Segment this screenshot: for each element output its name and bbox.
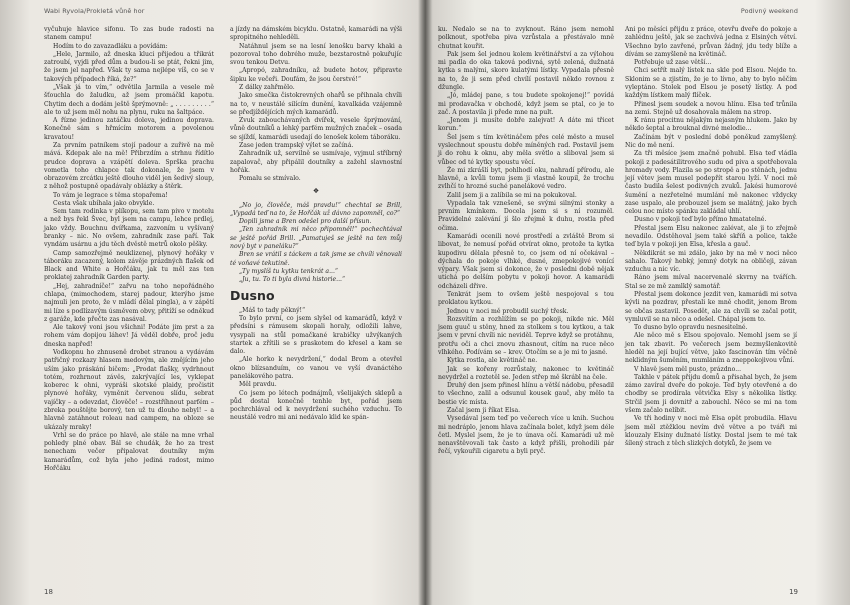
paragraph: Pomalu se stmívalo. (239, 175, 301, 183)
left-column-2-bottom-text (230, 307, 402, 423)
paragraph: Druhý den jsem přinesl hlínu a větší nádobu, přesadil to všechno, zalil a odsunul kousek gauč, aby mělo ta bestie víc místa. (438, 382, 614, 406)
paragraph: Z dálky zahřmělo. (239, 83, 295, 91)
paragraph: Ale něco mě s Elsou spojovalo. Nemohl jsem se jí jen tak zbavit. Po večerech jsem bezmyšlenkovitě hleděl na její bující větve, jako fascinován tím věčně neklidným šuměním, mumláním a zneppokojivou vůní. (625, 332, 797, 365)
dialogue-italic-block (230, 202, 402, 285)
right-page (425, 0, 850, 605)
paragraph: To vám je legrace s těma stopařema! (53, 191, 168, 199)
paragraph: „Apropó, zahradníku, až budete hotov, připravte šipku ke večeři. Doufám, že jsou čerstvé!“ (230, 67, 402, 83)
right-column-1 (438, 26, 614, 457)
paragraph: Co jsem po létech podnájmů, všelijakých sklepů a půd dostal konečně tenhle byt, pořád jsem pochrchlával od k nevydržení suchého vzduchu. To neustálé vedro mi ani nedávalo klid ke spán- (230, 389, 402, 422)
paragraph: „Jenom ji musíte dobře zalejvat! A dáte mi třicet korun.“ (438, 117, 614, 133)
paragraph: Zvuk zabouchávaných dvířek, vesele šprýmování, vůně doutníků a lehký parfém mužných značek – osada se sjíždí, kamarádi usedají do lenošek kolem táboráku. (230, 117, 402, 141)
paragraph: a jízdy na dámském bicyklu. Ostatně, kamarádi na výši spropitného nehleděli. (230, 26, 402, 42)
paragraph: Ani po měsíci přijdu z práce, otevřu dveře do pokoje a zahlédnu ještě, jak se zachvívá jedna z Elsiných větví. Všechno bylo zavřené, průvan žádný, jdu tedy blíže a dívám se zamyšleně na květináč. (625, 26, 797, 58)
paragraph: vyčuhuje hlavice sifonu. To zas bude radosti na stanem campu! (44, 26, 214, 42)
paragraph: Ale takový voni jsou všichni! Podáte jim prst a za rohem vám dopijou láhev! Já věděl dobře, proč jedu dneska napřed! (44, 324, 214, 348)
paragraph: Vrhl se do práce po hlavě, ale stále na mne vrhal pohledy plné obav. Bál se chudák, že ho za trest nenecham večer připalovat doutníky mým kamarádům, což byla jeho jediná radost, mimo Hořčáku (44, 431, 214, 472)
paragraph: To dusno bylo opravdu nesnesitelné. (634, 324, 748, 332)
paragraph: Někdikrát se mi zdálo, jako by na mě v noci něco sahalo. Takový hebký, jemný dotyk na obličeji, závan vzduchu a nic víc. (625, 249, 797, 274)
paragraph: Začínám být v poslední době poněkud zamyšlený. Nic do mě není. (625, 133, 797, 149)
paragraph: „Hej, zahradníče!“ zařvu na toho nepořádného chlapa, (mimochodem, starej padour, kterýho jsme najmuli jen proto, že v mládí dělal pingla), a v zápětí mi líze s podlízavým úsměvem obvy, přitíží se odněkud z garáže, kde přečte zas nasával. (44, 282, 214, 323)
paragraph: Ráno jsem míval nacervenalé skvrny na tvářích. Stal se ze mě zamlklý samotář. (625, 274, 797, 290)
paragraph: Zase jeden trampský výlet se začíná. (239, 141, 354, 149)
running-head-left: Wabi Ryvola/Prokletá vůně hor (44, 7, 145, 15)
paragraph: Rozsvítím a rozhlížím se po pokoji, nikde nic. Měl jsem guuč u stěny, hned za stolkem s tou kytkou, a tak jsem v první chvíli nic neviděl. Teprve když se protáhnu, protřu oči a chci znovu zhasnout, cítím na ruce něco vlhkého. Podívám se – krev. Otočím se a je mi to jasné. (438, 315, 614, 356)
paragraph: Natáhnul jsem se na lesní lenošku barvy khaki a pozoroval toho dobrého muže, bezstarostně pokuřujíc svou tenkou Detvu. (230, 42, 402, 67)
running-head-right: Podivný weekend (740, 7, 798, 15)
paragraph: Jako smečka čistokrevných ohařů se přihnala chvíli na to, v neustálé silícím dunění, kavalkáda vzájemně se předjíždějících mých kamarádů. (230, 92, 402, 116)
right-column-2 (625, 26, 797, 448)
paragraph: Jak se kořeny rozrůstaly, nakonec to květináč nevydržel a roztetěl se. Jeden střep mě škrábl na čele. (438, 365, 614, 381)
paragraph: A řízne jedinou zatáčku doleva, jedinou doprava. Konečně sám s hřmícím motorem a povolenou kravatou! (44, 117, 214, 141)
left-column-2-top-text (230, 26, 402, 183)
paragraph: „Hele, Jarmilo, až dneska kluci přijedou a třikrát zatroubí, vyjdi před dům a budou-li se ptát, řekni jim, že jsem jel napřed. Však ty sama nejlépe víš, co se v takových případech říká, že?“ (44, 50, 214, 83)
paragraph: Zalil jsem ji a zalíbila se mi na pokukoval. (447, 191, 577, 199)
paragraph: „No jo, člověče, máš pravdu!“ chechtal se Brill, „Vypadá teď na to, že Hořčák už dávno zapomněl, co?“ (230, 201, 402, 217)
paragraph: Takhle v pátek přijdu domů a přisahal bych, že jsem zámo zavíral dveře do pokoje. Teď byly otevřené a do chodby se prodírala větvička Elsy s několika lístky. Strčil jsem ji dovnitř a zabouchl. Něco se mi na tom všem začalo nelíbit. (625, 373, 797, 414)
paragraph: Vysedával jsem teď po večerech více u knih. Suchou mi nedráplo, jenom hlava začínala bolet, když jsem déle četl. Myslel jsem, že je to únava očí. Kamarádi už mě nenavštěvovali tak často a když přišli, prohodili pár řečí, vykouřili cigaretu a byli pryč. (438, 415, 614, 456)
paragraph: Vypadala tak vznešeně, se svými silnými stonky a prvním kmínkem. Docela jsem si s ní rozuměl. Pravidelné zalévání jí šlo zřejmě k duhu, rostla před očima. (438, 199, 614, 232)
paragraph: „Ty myslíš tu kytku tenkrát a...“ (239, 267, 339, 275)
paragraph: Za prvním patníkem stojí padour a zuřivě na mě mává. Kdepak ale na mě! Přibrzdím a strhnu řídítlo prudce doprava a vzápětí doleva. Sprška prachu vometla toho chlapce tak dokonale, že jsem v obrazovém zrcátku ještě dlouho viděl jen šedivý sloup, z něhož postupně opadávaly oblázky a štěrk. (44, 141, 214, 191)
paragraph: Kamarádi ocenili nové prostředí a zvláště Brom si libovat, že nemusí pořád otvírat okno, protože ta kytka kupodivu dělala přesně to, co jsem od ní očekával – dýchala do pokoje vlhké, dusné, zmepokojivé vonící výpary. Však jsem si dokonce, že v posledni době nějak utichá po delším pobytu v pokoji hovor. A kamarádi odcházeli dřive. (438, 233, 614, 290)
left-column-2 (230, 26, 402, 423)
book-gutter-shadow (418, 0, 432, 605)
paragraph: Camp samozřejmě neuklizenej, plynový hořáky v táboráku zacazený, kolem závěje prázdných flašek od Black and White a Hořčáku, jak tu měl zas ten proklatej zahradník Garden party. (44, 249, 214, 282)
paragraph: Měl pravdu. (239, 381, 277, 389)
paragraph: „Ale horko k nevydržení,“ dodal Brom a otevřel okno blízsanduím, co vanou ve vyší dvanáctého panelákového patra. (230, 356, 402, 380)
paragraph: Sem tam rodinka v plíkopu, sem tam pivo v motelu a než bys řekl Švec, byl jsem na campu, lehce prdlej, jako vždy. Bouchnu dvířkama, zazvoním u vyšívaný branky – nic. No ovšem, zahradník zase paří. Tak vyndám usárnu a jdu těch dvěstě metrů okolo pěšky. (44, 208, 214, 249)
page-number-left: 18 (44, 588, 53, 596)
section-separator: ❖ (312, 187, 320, 196)
paragraph: Přestal jsem dokonce jezdit ven, kamarádi mi sotva kývli na pozdrav, přestali ke mně chodit, jenom Brom se občas zastavil. Posedět, ale za chvíli se začal potit, vymluvil se na něco a odešel. Chápal jsem to. (625, 291, 797, 323)
paragraph: „Ten zahradník mi něco připomněl!“ pochechtával se ještě pořád Brill. „Pamatuješ se ještě na ten můj nový byt v paneláku?“ (230, 226, 402, 251)
paragraph: ku. Nedalo se na to zvyknout. Ráno jsem nemohl polknout, spotřeba piva vzrůstala a přestávalo mně chutnat kouřit. (438, 26, 614, 50)
paragraph: Přestal jsem Elsu nakonec zalévat, ale ji to zřejmě nevadilo. Odstěhoval jsem také skříň a police, takže teď byla v pokoji jen Elsa, křesla a gauč. (625, 224, 797, 249)
paragraph: To bylo první, co jsem slyšel od kamarádů, když v předsíni s rámusem skopali horaly, odložili lahve, vysypali na stůl pomačkané krabičky užvýkaných startek a zřítili se s praskotem do křesel a kam se dalo. (230, 315, 402, 356)
paragraph: Přinesl jsem soudek a novou hlínu. Elsa teď trůnila na zemi. Stejně už dosahovala málem na strop. (625, 100, 797, 116)
paragraph: „Však já to vím,“ odvětila Jarmila a vesele mě šťouchla do žaludku, až jsem promáčkl kapotu. Chytim dech a dodám ještě šprýmovně: „ . . . . . . . . .“ ale to už jsem měl nohu na plynu, ruku na šaltpáce. (44, 83, 214, 116)
paragraph: Zahradník už, servilně se usmívaje, vyjmul stříbrný zapalovač, aby připálil doutníky a zažehl slavnostní hořák. (230, 150, 402, 174)
paragraph: V hlavě jsem měl pusto, prázdno... (634, 365, 742, 373)
page-number-right: 19 (789, 588, 798, 596)
chapter-heading: Dusno (230, 288, 275, 304)
paragraph: Bren se vrátil s táckem a tak jsme se chvíli věnovali té voňavé tekutině. (230, 251, 402, 267)
paragraph: Šel jsem s tím květináčem přes celé město a musel vyslechnout spoustu dobře míněných rad. Postavil jsem ji do rohu k oknu, aby měla světlo a sliboval jsem si vůbec od té kytky spoustu věcí. (438, 133, 614, 166)
paragraph: Dopili jsme a Bren odešel pro další přísun. (239, 218, 372, 226)
left-column-1 (44, 26, 214, 473)
paragraph: K ránu procitnu nějakým nejasným hlukem. Jako by někdo šeptal a brouknal divné melodie... (625, 117, 797, 133)
paragraph: Chci setřít malý lístek na skle pod Elsou. Nejde to. Sklonim se a zjistím, že je to lívno, aby to bylo něčím vyleptáno. Stolek pod Elsou je posetý lístky. A pod každým lístkem malý flíček. (625, 67, 797, 100)
paragraph: Začal jsem ji říkat Elsa. (447, 406, 521, 414)
paragraph: „Ju, tu. To ti byla divná historie...“ (239, 276, 346, 284)
paragraph: Že mi zkrášlí byt, pohlhodí oku, nahradí přírodu, ale hlavně, a kvůli tomu jsem ji vlastně koupil, že trochu zvlhčí to hrozné suché panelákové vedro. (438, 166, 614, 191)
paragraph: Cesta však ubíhala jako obvykle. (53, 199, 155, 207)
paragraph: Ve tři hodiny v noci mě Elsa opět probudila. Hlavu jsem měl ztěžklou nevím dvě větve a po tváři mi klouzaly Elsiny dužnaté lístky. Dostal jsem te mé tak šílený strach z těch slizkých dotyků, že jsem ve (625, 415, 797, 448)
paragraph: Za tři měsíce jsem značně pohubl. Elsa teď vládla pokoji z padesátilitrového sudu od piva a spotřebovala hromady vody. Plazila se po stropě a po stěnách, jednu její větev jsem musel podepřít starou lyží. V noci mě často budila šelest podivných zvuků. Jakési humorové šumění a nezřetelné mumlání mě nakonec vždycky zase uspalo, ale probouzel jsem se malátný, jako bych celou noc místo spánku zakládal uhlí. (625, 150, 797, 216)
paragraph: Vodkopnu ho zhnuseně drobet stranou a vydávám patřičný rozkazy hlasem medovým, ale změjícím jeho uším jako práskání bičem: „Prodat flašky, vydrhnout totém, rozhrnout závěs, zakrývající les, vyklepat koberec k ohni, vypráši skotské plaidy, pročistit plynové hořáky, vyměnit červenou slídu, sebrat vajíčky – a odevzdat, člověče! – rozstříhnout parfém – zbreka pouštějte borový, ten už tu dlouho nebyl! – a hlavně zatáhnout roleau nad campem, na obloze se ukázaly mraky! (44, 348, 214, 431)
paragraph: Potřebuje už zase větší... (634, 59, 712, 67)
paragraph: Tenkrát jsem to ovšem ještě nespojoval s tou proklatou kytkou. (438, 291, 614, 307)
paragraph: „Jó, mládej pane, s tou budete spokojenej!“ povídá mi prodavačka v obchodě, když jsem se ptal, co je to zač. A postavila ji přede mne na pult. (438, 92, 614, 116)
paragraph: Kytka rostla, ale květináč ne. (447, 357, 538, 365)
paragraph: Dusno v pokoji teď bylo přímo hmatatelné. (634, 216, 767, 224)
paragraph: „Máš to tady pěkný!“ (239, 306, 306, 314)
paragraph: Jednou v noci mě probudil suchý třesk. (447, 307, 569, 315)
paragraph: Pak jsem šel jednou kolem květinářství a za výlohou mi padla do oka taková podivná, sytě zelená, dužnatá kytka s malými, skoro kulatými lístky. Vypadala přesně na to, že ji sem před chvílí postavil někdo rovnou z džungle. (438, 50, 614, 91)
paragraph: Hodím to do zavazadláku a povídám: (53, 42, 168, 50)
